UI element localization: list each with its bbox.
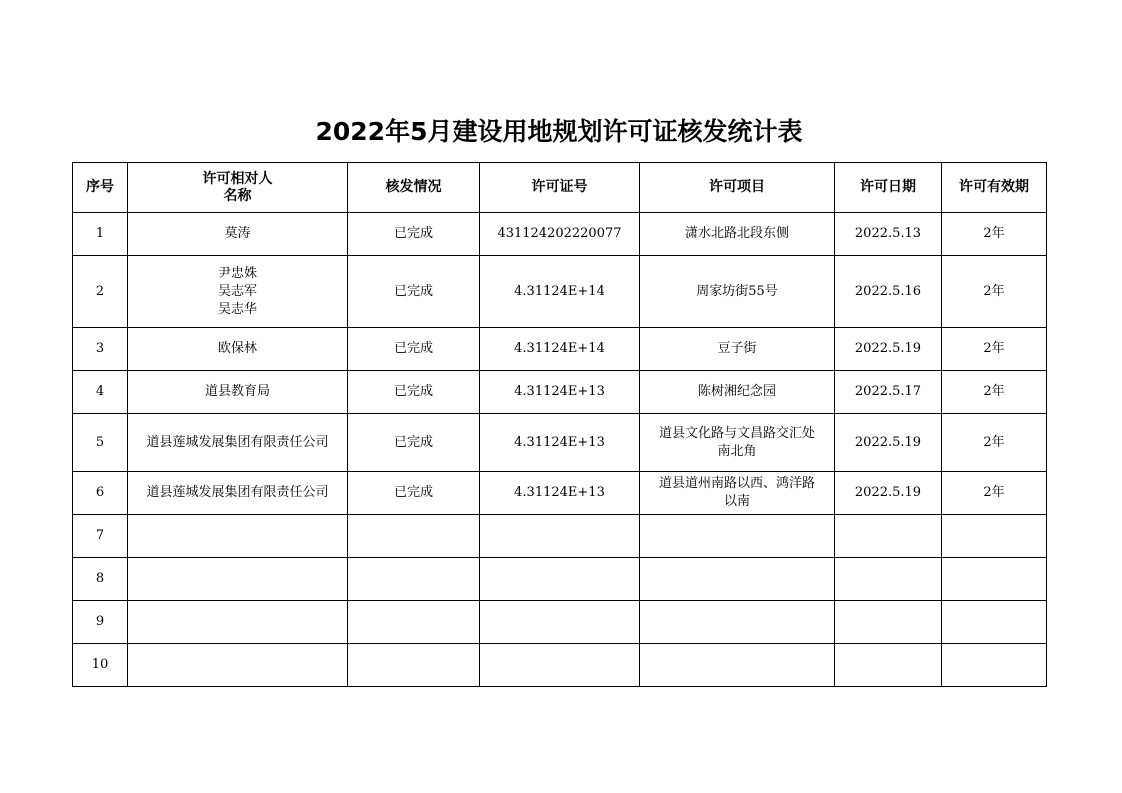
- header-holder: 许可相对人 名称: [128, 163, 348, 213]
- cell-holder: [128, 515, 348, 558]
- cell-holder: 欧保林: [128, 328, 348, 371]
- table-row: [73, 644, 1047, 687]
- cell-validity: [942, 644, 1047, 687]
- cell-project: 周家坊街55号: [640, 256, 835, 328]
- cell-validity: [942, 601, 1047, 644]
- cell-permit-no: 4.31124E+13: [480, 414, 640, 472]
- header-project: 许可项目: [640, 163, 835, 213]
- cell-seq: 4: [73, 371, 128, 414]
- cell-permit-no: [480, 644, 640, 687]
- cell-status: 已完成: [348, 472, 480, 515]
- cell-seq: 8: [73, 558, 128, 601]
- cell-validity: [942, 515, 1047, 558]
- table-row: [73, 256, 1047, 328]
- cell-status: [348, 601, 480, 644]
- table-row: [73, 601, 1047, 644]
- cell-validity: 2年: [942, 213, 1047, 256]
- header-permit-no: 许可证号: [480, 163, 640, 213]
- cell-date: [835, 601, 942, 644]
- cell-permit-no: [480, 601, 640, 644]
- cell-project: 陈树湘纪念园: [640, 371, 835, 414]
- cell-project: 道县文化路与文昌路交汇处 南北角: [640, 414, 835, 472]
- header-status: 核发情况: [348, 163, 480, 213]
- cell-date: 2022.5.19: [835, 328, 942, 371]
- cell-project: 道县道州南路以西、鸿洋路 以南: [640, 472, 835, 515]
- page-title: 2022年5月建设用地规划许可证核发统计表: [315, 117, 803, 146]
- table-row: [73, 515, 1047, 558]
- cell-validity: 2年: [942, 328, 1047, 371]
- cell-validity: [942, 558, 1047, 601]
- cell-status: 已完成: [348, 256, 480, 328]
- cell-date: [835, 644, 942, 687]
- cell-date: [835, 515, 942, 558]
- cell-project: 豆子街: [640, 328, 835, 371]
- cell-date: 2022.5.19: [835, 472, 942, 515]
- cell-holder: 道县莲城发展集团有限责任公司: [128, 472, 348, 515]
- cell-status: [348, 558, 480, 601]
- cell-date: 2022.5.13: [835, 213, 942, 256]
- cell-date: [835, 558, 942, 601]
- cell-date: 2022.5.19: [835, 414, 942, 472]
- cell-project: [640, 644, 835, 687]
- table-row: [73, 558, 1047, 601]
- table-row: [73, 472, 1047, 515]
- header-date: 许可日期: [835, 163, 942, 213]
- cell-permit-no: 4.31124E+14: [480, 256, 640, 328]
- header-seq: 序号: [73, 163, 128, 213]
- cell-permit-no: [480, 558, 640, 601]
- cell-seq: 9: [73, 601, 128, 644]
- cell-permit-no: 4.31124E+13: [480, 371, 640, 414]
- cell-project: [640, 601, 835, 644]
- cell-permit-no: [480, 515, 640, 558]
- cell-holder: [128, 644, 348, 687]
- cell-status: [348, 644, 480, 687]
- cell-date: 2022.5.16: [835, 256, 942, 328]
- cell-holder: 道县莲城发展集团有限责任公司: [128, 414, 348, 472]
- cell-status: 已完成: [348, 371, 480, 414]
- cell-seq: 2: [73, 256, 128, 328]
- cell-permit-no: 4.31124E+14: [480, 328, 640, 371]
- cell-holder: 道县教育局: [128, 371, 348, 414]
- cell-status: 已完成: [348, 414, 480, 472]
- cell-status: [348, 515, 480, 558]
- cell-project: [640, 558, 835, 601]
- table-row: [73, 371, 1047, 414]
- cell-seq: 7: [73, 515, 128, 558]
- cell-holder: [128, 601, 348, 644]
- cell-holder: 莫涛: [128, 213, 348, 256]
- table-row: [73, 213, 1047, 256]
- cell-seq: 1: [73, 213, 128, 256]
- cell-date: 2022.5.17: [835, 371, 942, 414]
- cell-seq: 6: [73, 472, 128, 515]
- cell-validity: 2年: [942, 414, 1047, 472]
- cell-project: [640, 515, 835, 558]
- cell-validity: 2年: [942, 472, 1047, 515]
- cell-holder: [128, 558, 348, 601]
- table-header-row: [73, 163, 1047, 213]
- cell-validity: 2年: [942, 371, 1047, 414]
- cell-seq: 3: [73, 328, 128, 371]
- cell-validity: 2年: [942, 256, 1047, 328]
- table-row: [73, 414, 1047, 472]
- cell-permit-no: 431124202220077: [480, 213, 640, 256]
- table-row: [73, 328, 1047, 371]
- cell-status: 已完成: [348, 328, 480, 371]
- cell-seq: 10: [73, 644, 128, 687]
- cell-status: 已完成: [348, 213, 480, 256]
- permit-table: [72, 162, 1047, 687]
- cell-seq: 5: [73, 414, 128, 472]
- header-validity: 许可有效期: [942, 163, 1047, 213]
- cell-permit-no: 4.31124E+13: [480, 472, 640, 515]
- cell-holder: 尹忠姝 吴志军 吴志华: [128, 256, 348, 328]
- cell-project: 潇水北路北段东侧: [640, 213, 835, 256]
